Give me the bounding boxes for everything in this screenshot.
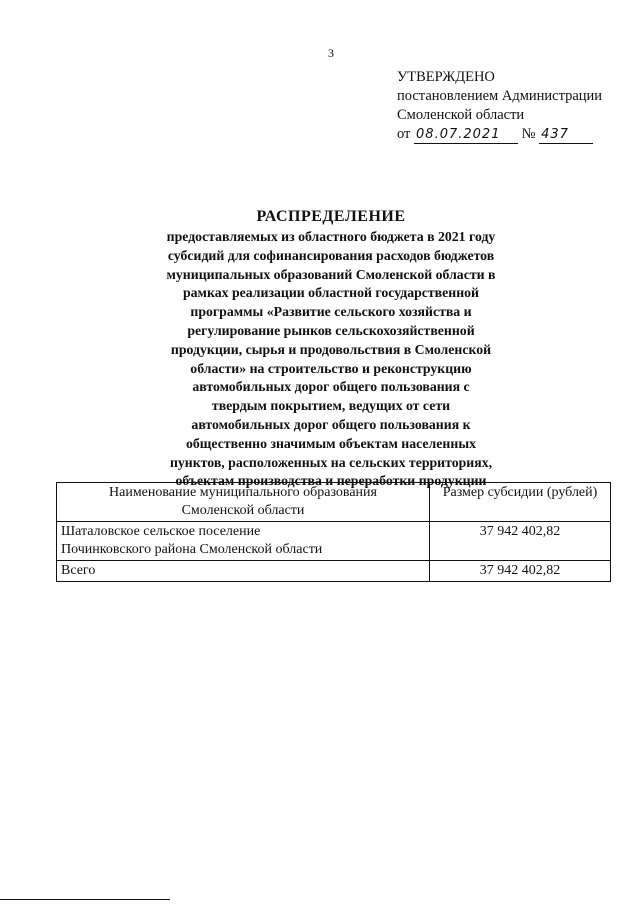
approval-date: 08.07.2021: [414, 127, 518, 144]
document-subtitle: [130, 228, 532, 491]
subtitle-line: общественно значимым объектам населенных: [185, 435, 476, 451]
document-title-block: [130, 208, 532, 491]
subtitle-line: рамках реализации областной государственной: [182, 285, 479, 301]
header-municipality: [57, 483, 430, 522]
row-municipality-line-2: Починковского района Смоленской области: [61, 542, 323, 557]
subtitle-line: пунктов, расположенных на сельских территориях,: [169, 454, 493, 470]
subtitle-line: автомобильных дорог общего пользования к: [191, 416, 471, 432]
total-amount: 37 942 402,82: [430, 561, 611, 582]
approval-date-line: [397, 125, 637, 144]
header-municipality-line-2: Смоленской области: [181, 503, 305, 518]
subtitle-line: объектам производства и переработки продукции: [175, 473, 487, 489]
table-header-row: [57, 483, 611, 522]
subtitle-line: твердым покрытием, ведущих от сети: [211, 398, 451, 414]
row-municipality-line-1: Шаталовское сельское поселение: [61, 524, 261, 539]
subtitle-line: программы «Развитие сельского хозяйства и: [190, 304, 472, 320]
approval-number: 437: [539, 127, 593, 144]
subtitle-line: муниципальных образований Смоленской области в: [166, 266, 496, 282]
table-total-row: [57, 561, 611, 582]
subtitle-line: регулирование рынков сельскохозяйственной: [187, 322, 475, 338]
approval-heading: УТВЕРЖДЕНО: [397, 69, 495, 85]
approval-line-1: постановлением Администрации: [397, 88, 603, 104]
row-amount: 37 942 402,82: [430, 522, 611, 561]
subtitle-line: области» на строительство и реконструкцию: [190, 360, 472, 376]
approval-stamp: [397, 68, 637, 144]
from-label: от: [397, 126, 411, 142]
document-title: РАСПРЕДЕЛЕНИЕ: [256, 208, 406, 225]
number-label: №: [521, 126, 536, 142]
row-municipality: [57, 522, 430, 561]
subtitle-line: автомобильных дорог общего пользования с: [192, 379, 470, 395]
total-label: Всего: [57, 561, 430, 582]
page-number: 3: [328, 46, 334, 60]
subtitle-line: продукции, сырья и продовольствия в Смоленской: [170, 341, 492, 357]
subtitle-line: предоставляемых из областного бюджета в 2021 году: [166, 229, 496, 244]
table-row: [57, 522, 611, 561]
subtitle-line: субсидий для софинансирования расходов бюджетов: [167, 247, 495, 263]
subsidy-distribution-table: [56, 482, 611, 582]
approval-line-2: Смоленской области: [397, 107, 525, 123]
header-municipality-line-1: Наименование муниципального образования: [109, 485, 377, 500]
footer-divider: [0, 899, 170, 900]
header-subsidy-amount: Размер субсидии (рублей): [430, 483, 611, 522]
